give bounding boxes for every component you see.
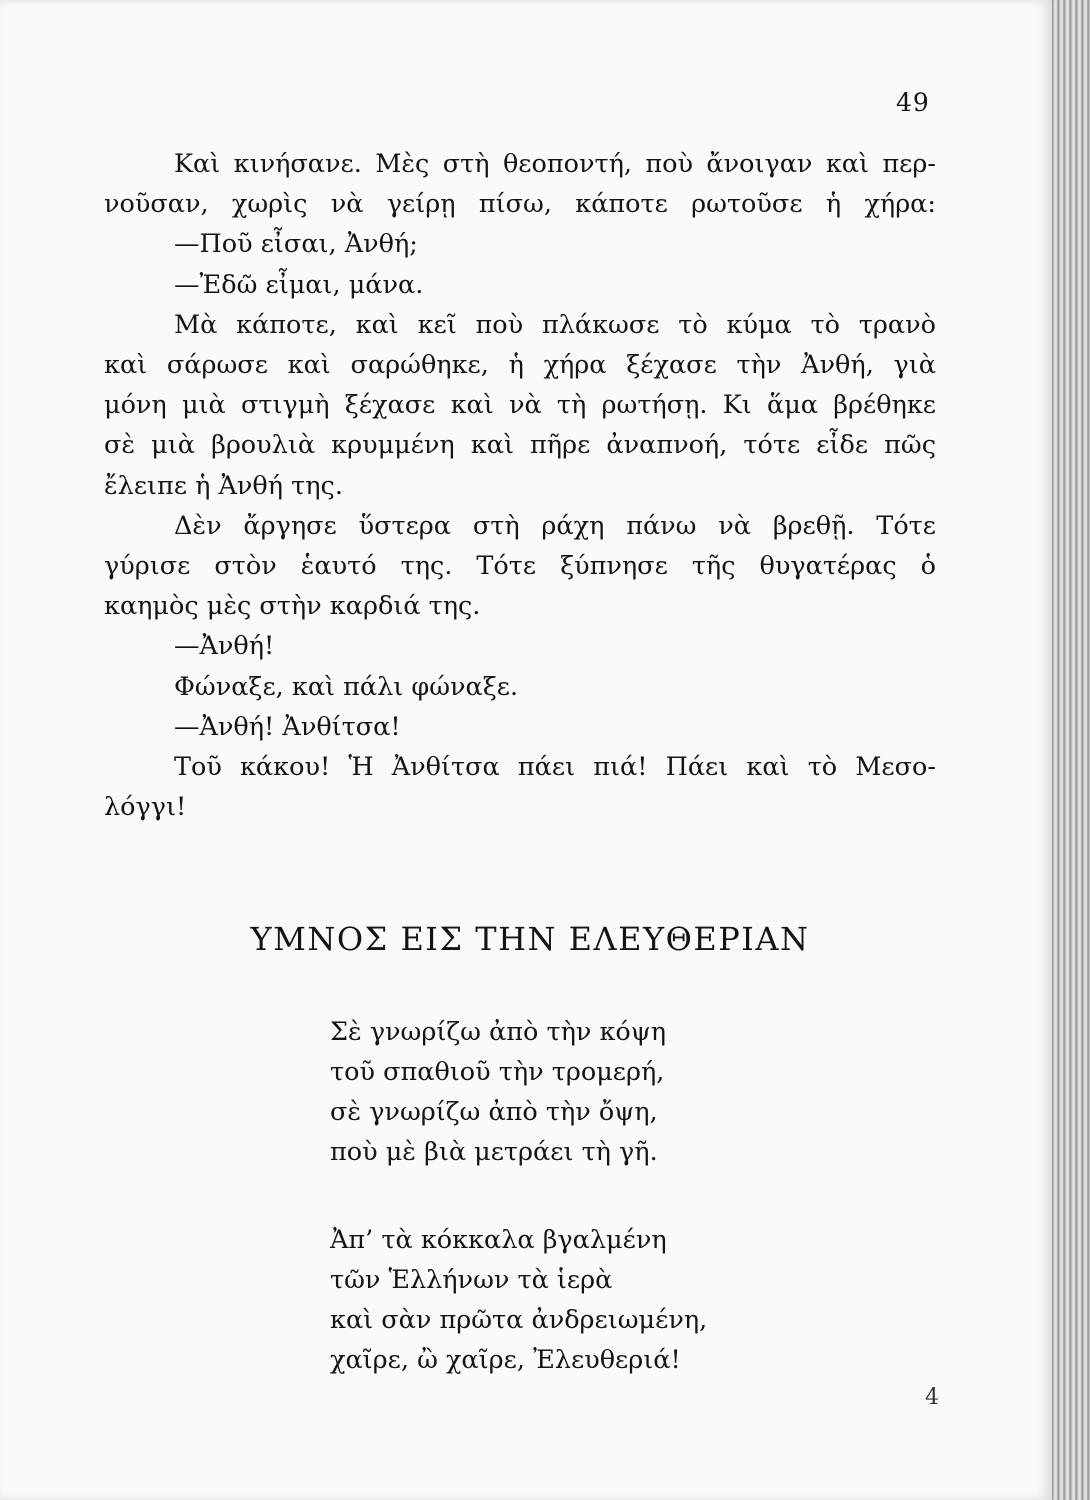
page-number: 49 <box>896 88 930 117</box>
prose-block <box>104 144 936 827</box>
prose-line: Καὶ κινήσανε. Μὲς στὴ θεοποντή, ποὺ ἄνοιγαν καὶ περ- <box>174 149 936 179</box>
verse-line: τῶν Ἑλλήνων τὰ ἱερὰ <box>330 1265 613 1295</box>
prose-line: γύρισε στὸν ἑαυτό της. Τότε ξύπνησε τῆς θυγατέρας ὁ <box>104 551 936 582</box>
prose-line: Φώναξε, καὶ πάλι φώναξε. <box>174 671 519 702</box>
prose-line: καὶ σάρωσε καὶ σαρώθηκε, ἡ χήρα ξέχασε τὴν Ἀνθή, γιὰ <box>104 350 936 381</box>
dialogue-line: —Ἀνθή! <box>174 631 275 662</box>
dialogue-line: —Ἀνθή! Ἀνθίτσα! <box>174 711 401 742</box>
verse-line: Σὲ γνωρίζω ἀπὸ τὴν κόψη <box>330 1017 667 1047</box>
dialogue-line: —Ποῦ εἶσαι, Ἀνθή; <box>174 229 418 260</box>
prose-line: Δὲν ἄργησε ὕστερα στὴ ράχη πάνω νὰ βρεθῇ. Τότε <box>174 510 936 541</box>
prose-line: νοῦσαν, χωρὶς νὰ γείρῃ πίσω, κάποτε ρωτοῦσε ἡ χήρα: <box>104 189 936 220</box>
verse-line: σὲ γνωρίζω ἀπὸ τὴν ὄψη, <box>330 1097 658 1127</box>
poem-stanza <box>330 1012 666 1172</box>
prose-line: μόνη μιὰ στιγμὴ ξέχασε καὶ νὰ τὴ ρωτήσῃ. Κι ἅμα βρέθηκε <box>104 390 936 421</box>
prose-line: Τοῦ κάκου! Ἡ Ἀνθίτσα πάει πιά! Πάει καὶ τὸ Μεσο- <box>174 752 936 783</box>
page-edges <box>1052 0 1090 1500</box>
prose-line: καημὸς μὲς στὴν καρδιά της. <box>104 591 481 622</box>
verse-line: ποὺ μὲ βιὰ μετράει τὴ γῆ. <box>330 1137 658 1167</box>
prose-line: ἔλειπε ἡ Ἀνθή της. <box>104 470 343 501</box>
verse-line: χαῖρε, ὢ χαῖρε, Ἐλευθεριά! <box>330 1345 681 1375</box>
dialogue-line: —Ἐδῶ εἶμαι, μάνα. <box>174 269 424 300</box>
margin-mark: 4 <box>925 1385 939 1410</box>
prose-line: Μὰ κάποτε, καὶ κεῖ ποὺ πλάκωσε τὸ κύμα τὸ τρανὸ <box>174 309 936 340</box>
poem-stanza <box>330 1220 707 1380</box>
verse-line: Ἀπ’ τὰ κόκκαλα βγαλμένη <box>330 1225 667 1255</box>
verse-line: τοῦ σπαθιοῦ τὴν τρομερή, <box>330 1057 665 1087</box>
prose-line: λόγγι! <box>104 792 187 823</box>
prose-line: σὲ μιὰ βρουλιὰ κρυμμένη καὶ πῆρε ἀναπνοή, τότε εἶδε πῶς <box>104 430 936 461</box>
verse-line: καὶ σὰν πρῶτα ἀνδρειωμένη, <box>330 1305 708 1335</box>
poem-title: ΥΜΝΟΣ ΕΙΣ ΤΗΝ ΕΛΕΥΘΕΡΙΑΝ <box>250 920 810 958</box>
